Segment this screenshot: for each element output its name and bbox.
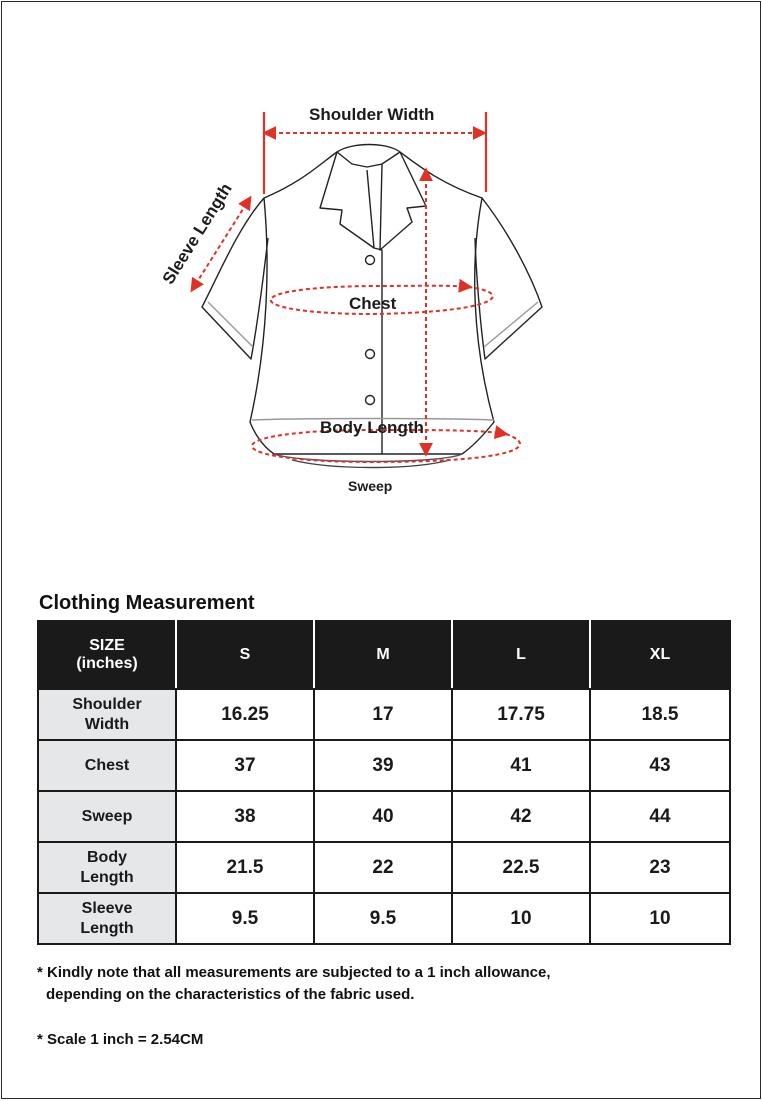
cell-value: 10 [452, 893, 590, 944]
body-length-label: Body Length [320, 418, 424, 437]
cell-value: 16.25 [176, 689, 314, 740]
table-row [38, 842, 730, 893]
size-header-l: L [452, 621, 590, 689]
shirt-buttons [366, 256, 375, 405]
allowance-note-line2: depending on the characteristics of the fabric used. [46, 986, 415, 1003]
row-label-body-length [38, 842, 176, 893]
cell-value: 42 [452, 791, 590, 842]
size-header [38, 621, 176, 689]
button-2 [366, 350, 375, 359]
cell-value: 22 [314, 842, 452, 893]
sweep-label: Sweep [348, 478, 393, 494]
size-header-line1: SIZE [89, 637, 125, 654]
shirt-measurement-diagram [2, 2, 762, 562]
cell-value: 9.5 [176, 893, 314, 944]
allowance-note-line1: * Kindly note that all measurements are subjected to a 1 inch allowance, [37, 964, 551, 981]
table-header-row [38, 621, 730, 689]
size-header-xl: XL [590, 621, 730, 689]
section-title: Clothing Measurement [39, 592, 255, 614]
cell-value: 37 [176, 740, 314, 791]
cell-value: 9.5 [314, 893, 452, 944]
cell-value: 39 [314, 740, 452, 791]
table-row [38, 740, 730, 791]
row-label-line1: Body [87, 848, 127, 866]
row-label-line1: Sleeve [81, 899, 133, 917]
size-header-line2: (inches) [76, 655, 138, 672]
row-label-line1: Shoulder [72, 695, 142, 713]
size-header-m: M [314, 621, 452, 689]
row-label-line2: Length [80, 868, 134, 886]
chest-label: Chest [349, 294, 397, 313]
cell-value: 44 [590, 791, 730, 842]
row-label-line1: Chest [84, 756, 130, 774]
row-label-line1: Sweep [81, 807, 133, 825]
cell-value: 10 [590, 893, 730, 944]
row-label-sweep [38, 791, 176, 842]
cell-value: 17 [314, 689, 452, 740]
cell-value: 22.5 [452, 842, 590, 893]
cell-value: 38 [176, 791, 314, 842]
cell-value: 23 [590, 842, 730, 893]
row-label-shoulder-width [38, 689, 176, 740]
button-3 [366, 396, 375, 405]
cell-value: 43 [590, 740, 730, 791]
cell-value: 21.5 [176, 842, 314, 893]
row-label-line2: Width [84, 715, 130, 733]
allowance-note [37, 962, 551, 1006]
cell-value: 17.75 [452, 689, 590, 740]
cell-value: 40 [314, 791, 452, 842]
table-row [38, 689, 730, 740]
row-label-line2: Length [80, 919, 134, 937]
size-guide-page [1, 1, 761, 1099]
table-row [38, 893, 730, 944]
shoulder-width-label: Shoulder Width [309, 105, 435, 124]
scale-note: * Scale 1 inch = 2.54CM [37, 1031, 204, 1048]
table-row [38, 791, 730, 842]
row-label-sleeve-length [38, 893, 176, 944]
button-1 [366, 256, 375, 265]
row-label-chest [38, 740, 176, 791]
measurement-table [37, 620, 731, 945]
size-header-s: S [176, 621, 314, 689]
cell-value: 41 [452, 740, 590, 791]
cell-value: 18.5 [590, 689, 730, 740]
sleeve-length-label: Sleeve Length [158, 179, 236, 288]
